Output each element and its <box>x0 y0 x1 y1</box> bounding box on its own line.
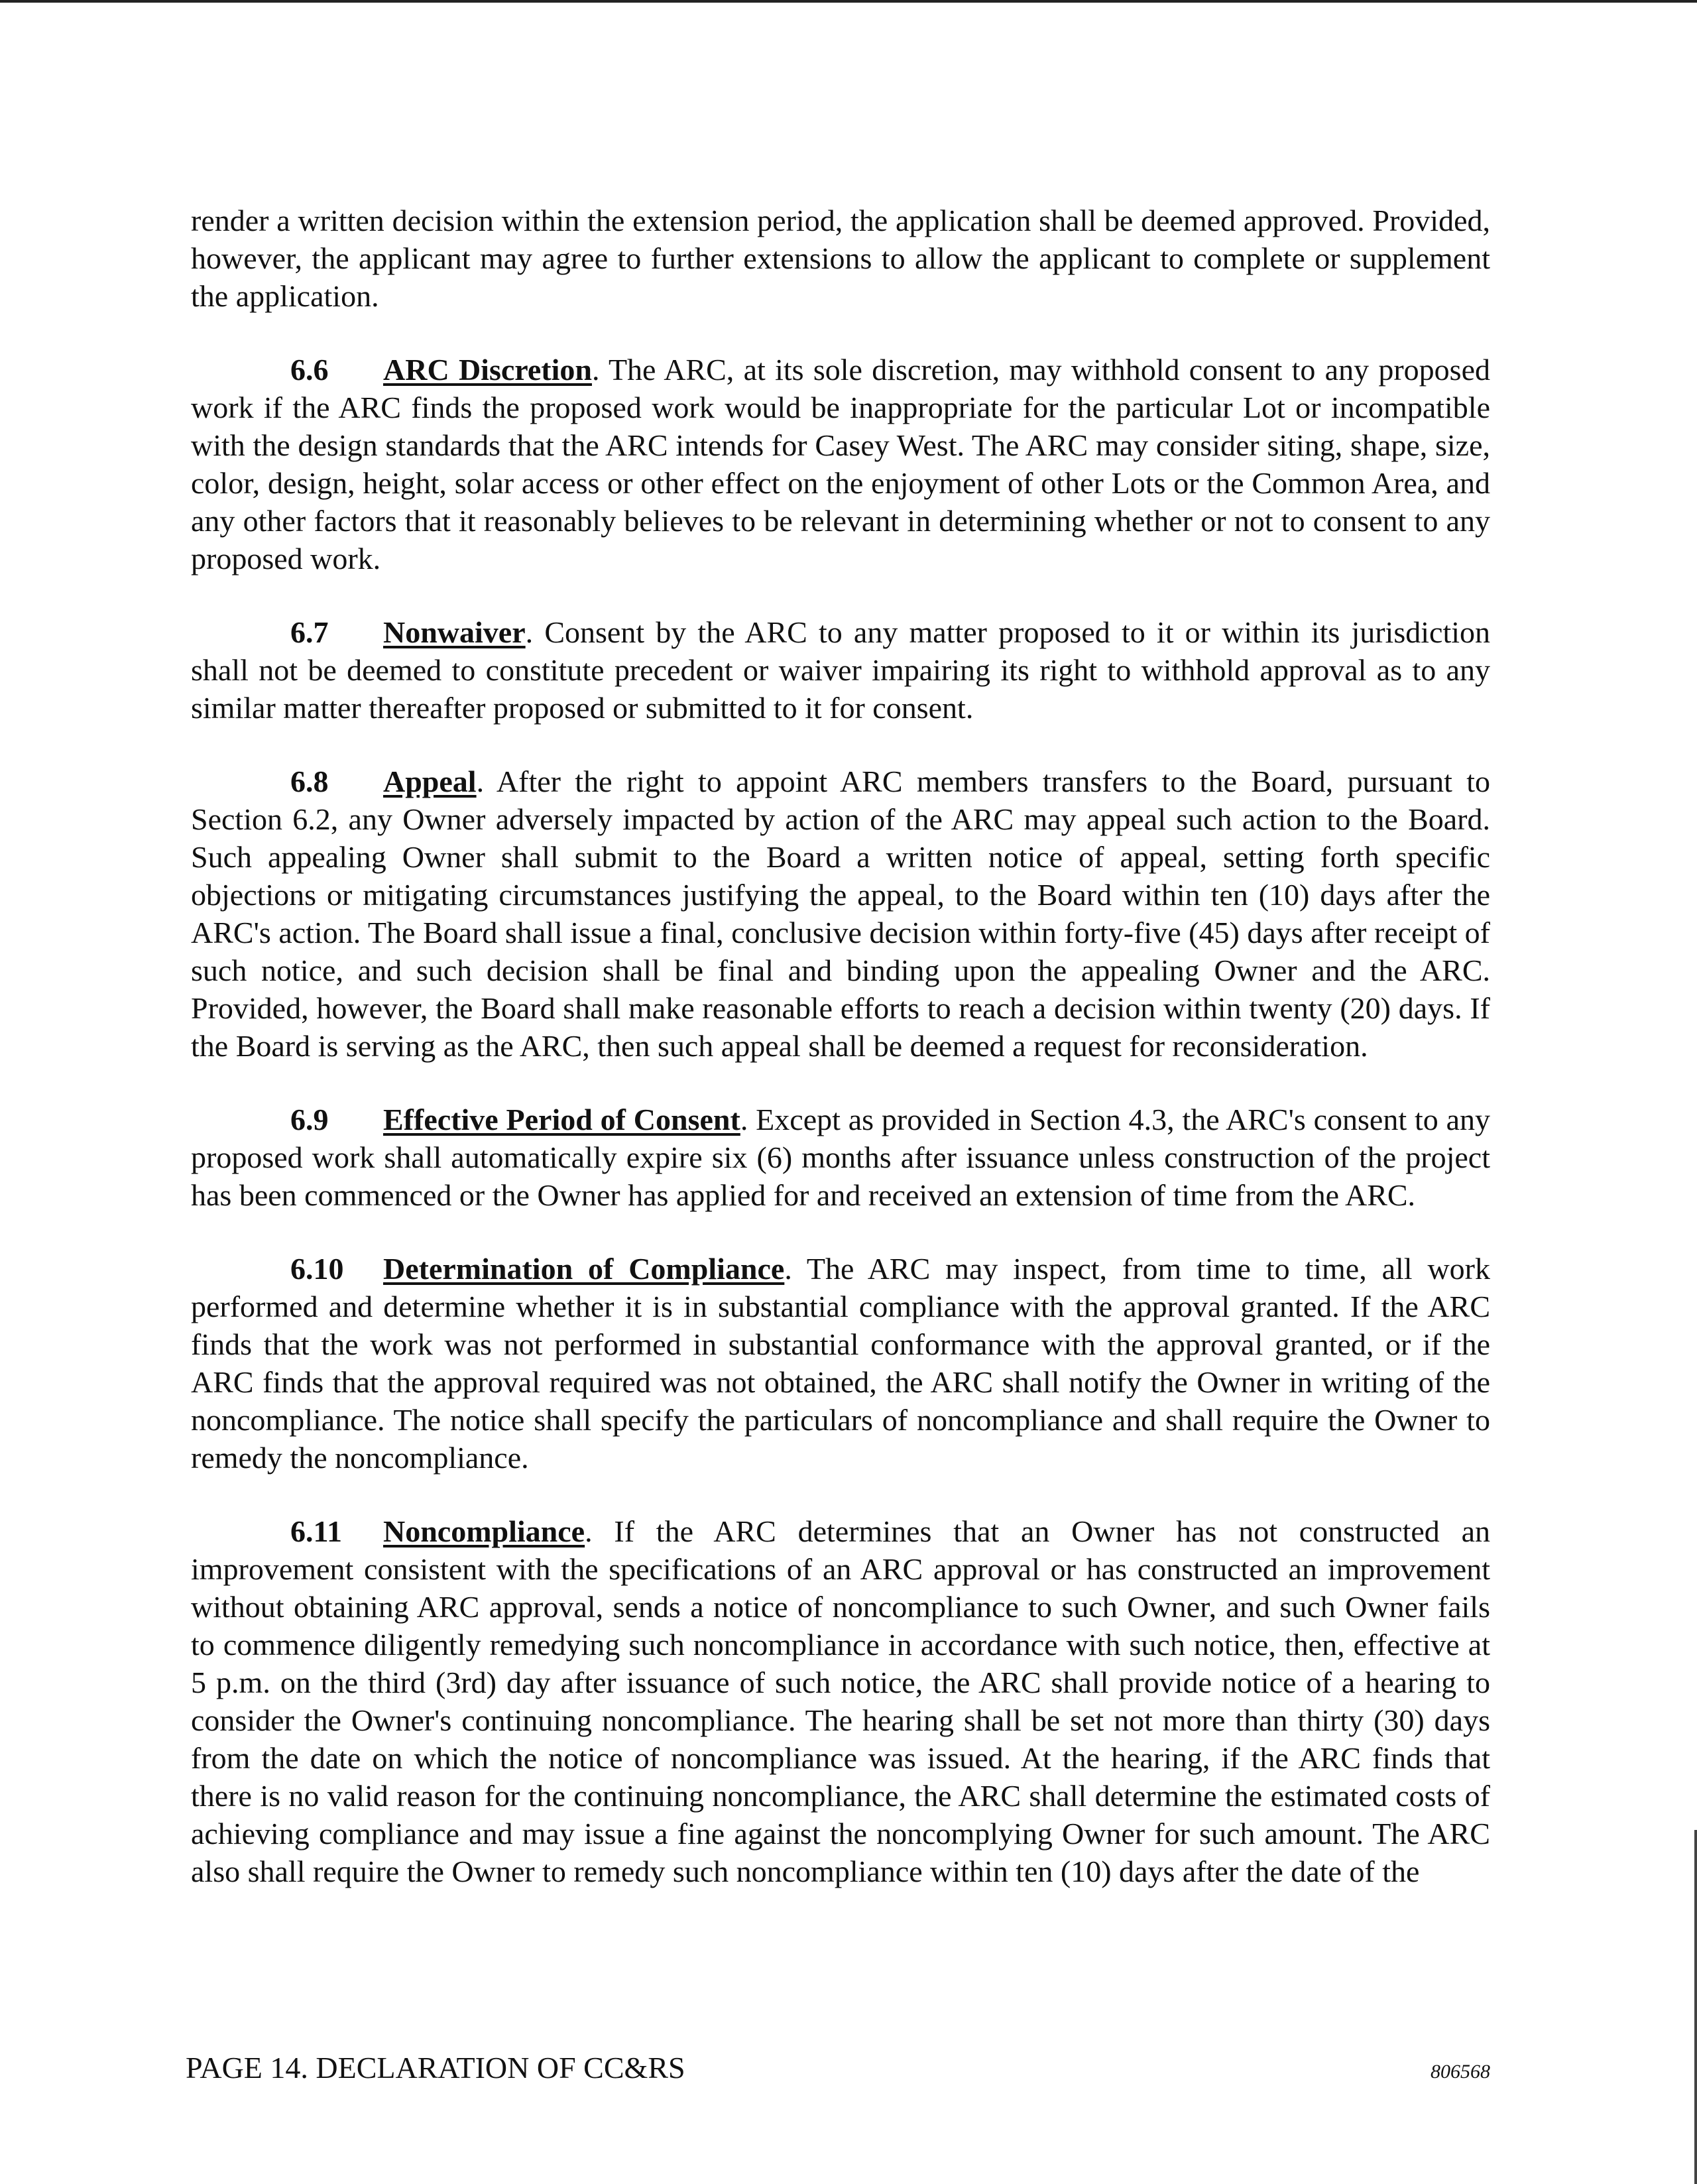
section-number: 6.7 <box>290 615 329 649</box>
section-title-period: . <box>591 353 600 387</box>
document-number: 806568 <box>1431 2061 1490 2083</box>
section-text: Except as provided in Section 4.3, the ARC's consent to any proposed work shall automatically expire six (6) months after issuance unless construction of the project has been commenced or the Owner has applied for and received an extension of time from the ARC. <box>191 1103 1491 1212</box>
section-number: 6.11 <box>290 1514 342 1548</box>
section-6-7 <box>191 613 1490 727</box>
section-text: The ARC may inspect, from time to time, all work performed and determine whether it is in substantial compliance with the approval granted. If the ARC finds that the work was not performed in substantial conformance with the approval granted, or if the ARC finds that the approval required was not obtained, the ARC shall notify the Owner in writing of the noncompliance. The notice shall specify the particulars of noncompliance and shall require the Owner to remedy the noncompliance. <box>191 1252 1490 1475</box>
section-title-period: . <box>525 615 534 649</box>
section-number: 6.8 <box>290 764 329 798</box>
section-text: If the ARC determines that an Owner has not constructed an improvement consistent with the specifications of an ARC approval or has constructed an improvement without obtaining ARC approval, sends a notice of noncompliance to such Owner, and such Owner fails to commence diligently remedying such noncompliance in accordance with such notice, then, effective at 5 p.m. on the third (3rd) day after issuance of such notice, the ARC shall provide notice of a hearing to consider the Owner's continuing noncompliance. The hearing shall be set not more than thirty (30) days from the date on which the notice of noncompliance was issued. At the hearing, if the ARC finds that there is no valid reason for the continuing noncompliance, the ARC shall determine the estimated costs of achieving compliance and may issue a fine against the noncomplying Owner for such amount. The ARC also shall require the Owner to remedy such noncompliance within ten (10) days after the date of the <box>191 1514 1490 1888</box>
section-number: 6.10 <box>290 1252 344 1286</box>
section-text: The ARC, at its sole discretion, may withhold consent to any proposed work if the ARC finds the proposed work would be inappropriate for the particular Lot or incompatible with the design standards that the ARC intends for Casey West. The ARC may consider siting, shape, size, color, design, height, solar access or other effect on the enjoyment of other Lots or the Common Area, and any other factors that it reasonably believes to be relevant in determining whether or not to consent to any proposed work. <box>191 353 1490 576</box>
section-title-period: . <box>784 1252 792 1286</box>
section-6-11 <box>191 1512 1490 1890</box>
section-6-9 <box>191 1101 1490 1214</box>
section-title: Nonwaiver <box>383 615 526 649</box>
section-title: ARC Discretion <box>383 353 592 387</box>
section-number: 6.9 <box>290 1103 329 1136</box>
scan-edge-top <box>0 0 1697 3</box>
continuation-paragraph: render a written decision within the extension period, the application shall be deemed approved. Provided, however, the applicant may agree to further extensions to allow the applicant to complete or supplement the application. <box>191 204 1490 313</box>
section-title-period: . <box>585 1514 593 1548</box>
section-title: Appeal <box>383 764 477 798</box>
section-6-10 <box>191 1250 1490 1477</box>
section-text: Consent by the ARC to any matter proposed to it or within its jurisdiction shall not be deemed to constitute precedent or waiver impairing its right to withhold approval as to any similar matter thereafter proposed or submitted to it for consent. <box>191 615 1491 725</box>
section-title: Determination of Compliance <box>383 1252 785 1286</box>
scan-edge-right <box>1694 1830 1697 2184</box>
section-title: Noncompliance <box>383 1514 585 1548</box>
section-title: Effective Period of Consent <box>383 1103 740 1136</box>
section-number: 6.6 <box>290 353 329 387</box>
section-title-period: . <box>740 1103 748 1136</box>
page-footer-label: PAGE 14. DECLARATION OF CC&RS <box>186 2051 685 2085</box>
document-body <box>191 202 1490 1926</box>
section-6-8 <box>191 762 1490 1065</box>
section-6-6 <box>191 351 1490 577</box>
section-title-period: . <box>476 764 485 798</box>
section-text: After the right to appoint ARC members transfers to the Board, pursuant to Section 6.2, any Owner adversely impacted by action of the ARC may appeal such action to the Board. Such appealing Owner shall submit to the Board a written notice of appeal, setting forth specific objections or mitigating circumstances justifying the appeal, to the Board within ten (10) days after the ARC's action. The Board shall issue a final, conclusive decision within forty-five (45) days after receipt of such notice, and such decision shall be final and binding upon the appealing Owner and the ARC. Provided, however, the Board shall make reasonable efforts to reach a decision within twenty (20) days. If the Board is serving as the ARC, then such appeal shall be deemed a request for reconsideration. <box>191 764 1490 1063</box>
